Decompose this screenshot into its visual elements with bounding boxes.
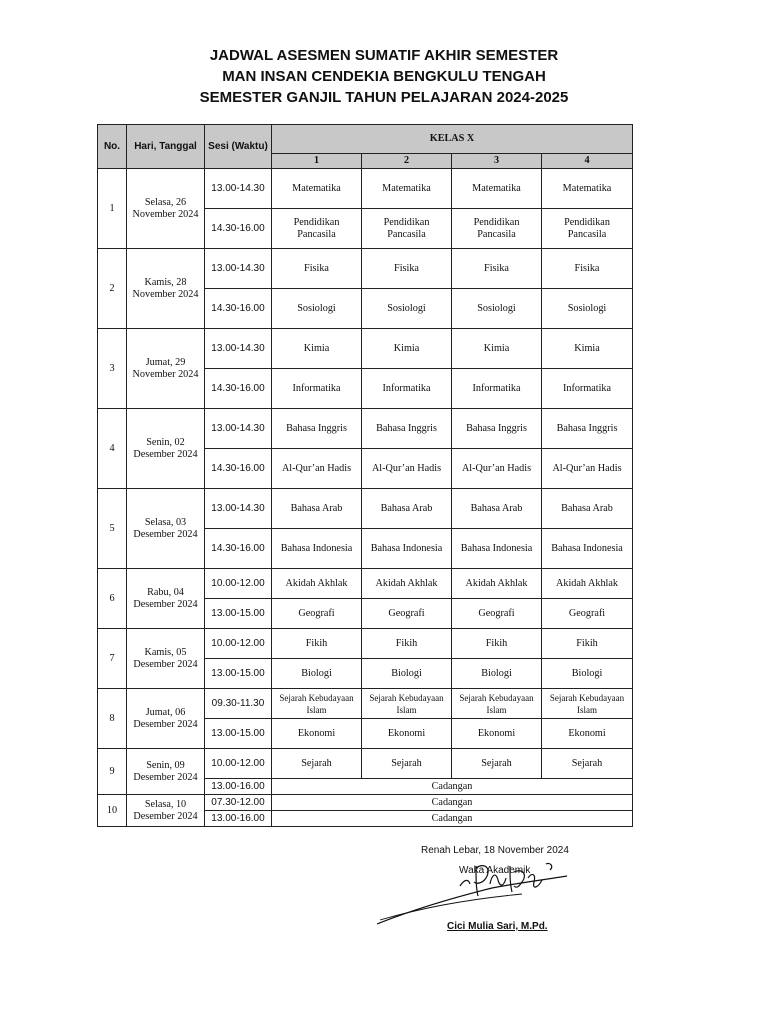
- session-time: 13.00-15.00: [205, 719, 272, 749]
- subject-cell: Biologi: [272, 659, 362, 689]
- reserve-cell: Cadangan: [272, 811, 633, 827]
- table-row: [98, 795, 633, 811]
- row-no: 6: [98, 569, 127, 629]
- subject-cell: Informatika: [542, 369, 633, 409]
- session-time: 09.30-11.30: [205, 689, 272, 719]
- subject-cell: Biologi: [542, 659, 633, 689]
- subject-cell: Bahasa Arab: [542, 489, 633, 529]
- table-row: [98, 629, 633, 659]
- schedule-table: [97, 124, 633, 827]
- subject-cell: Geografi: [542, 599, 633, 629]
- subject-cell: Bahasa Indonesia: [452, 529, 542, 569]
- session-time: 14.30-16.00: [205, 369, 272, 409]
- header-class-3: 3: [452, 154, 542, 169]
- session-time: 10.00-12.00: [205, 749, 272, 779]
- row-day: Jumat, 29 November 2024: [127, 329, 205, 409]
- subject-cell: Akidah Akhlak: [452, 569, 542, 599]
- subject-cell: Sosiologi: [362, 289, 452, 329]
- subject-cell: Ekonomi: [452, 719, 542, 749]
- subject-cell: Akidah Akhlak: [272, 569, 362, 599]
- row-day: Selasa, 10 Desember 2024: [127, 795, 205, 827]
- subject-cell: Informatika: [452, 369, 542, 409]
- subject-cell: Sejarah Kebudayaan Islam: [362, 689, 452, 719]
- session-time: 13.00-14.30: [205, 489, 272, 529]
- subject-cell: Matematika: [452, 169, 542, 209]
- subject-cell: Pendidikan Pancasila: [542, 209, 633, 249]
- subject-cell: Bahasa Arab: [362, 489, 452, 529]
- subject-cell: Fisika: [542, 249, 633, 289]
- subject-cell: Sejarah: [542, 749, 633, 779]
- table-row: [98, 489, 633, 529]
- signature-place-date: Renah Lebar, 18 November 2024: [421, 845, 569, 856]
- header-kelas: KELAS X: [272, 125, 633, 154]
- row-no: 3: [98, 329, 127, 409]
- subject-cell: Fikih: [272, 629, 362, 659]
- subject-cell: Bahasa Inggris: [542, 409, 633, 449]
- session-time: 14.30-16.00: [205, 209, 272, 249]
- subject-cell: Pendidikan Pancasila: [272, 209, 362, 249]
- subject-cell: Bahasa Arab: [272, 489, 362, 529]
- subject-cell: Pendidikan Pancasila: [452, 209, 542, 249]
- table-row: [98, 249, 633, 289]
- header-sesi: Sesi (Waktu): [205, 125, 272, 169]
- table-row: [98, 749, 633, 779]
- subject-cell: Al-Qur’an Hadis: [542, 449, 633, 489]
- table-row: [98, 409, 633, 449]
- session-time: 13.00-14.30: [205, 409, 272, 449]
- subject-cell: Al-Qur’an Hadis: [272, 449, 362, 489]
- subject-cell: Sejarah Kebudayaan Islam: [452, 689, 542, 719]
- session-time: 13.00-14.30: [205, 249, 272, 289]
- subject-cell: Bahasa Inggris: [452, 409, 542, 449]
- subject-cell: Bahasa Indonesia: [272, 529, 362, 569]
- subject-cell: Kimia: [272, 329, 362, 369]
- subject-cell: Ekonomi: [362, 719, 452, 749]
- subject-cell: Sejarah Kebudayaan Islam: [542, 689, 633, 719]
- header-class-2: 2: [362, 154, 452, 169]
- header-class-1: 1: [272, 154, 362, 169]
- row-no: 5: [98, 489, 127, 569]
- row-no: 1: [98, 169, 127, 249]
- subject-cell: Bahasa Inggris: [362, 409, 452, 449]
- subject-cell: Ekonomi: [542, 719, 633, 749]
- subject-cell: Al-Qur’an Hadis: [362, 449, 452, 489]
- session-time: 13.00-14.30: [205, 169, 272, 209]
- session-time: 13.00-16.00: [205, 779, 272, 795]
- subject-cell: Informatika: [272, 369, 362, 409]
- row-day: Selasa, 26 November 2024: [127, 169, 205, 249]
- session-time: 10.00-12.00: [205, 629, 272, 659]
- subject-cell: Kimia: [542, 329, 633, 369]
- subject-cell: Matematika: [542, 169, 633, 209]
- subject-cell: Sosiologi: [452, 289, 542, 329]
- subject-cell: Fisika: [452, 249, 542, 289]
- row-no: 7: [98, 629, 127, 689]
- subject-cell: Sejarah: [272, 749, 362, 779]
- session-time: 10.00-12.00: [205, 569, 272, 599]
- doc-title-line-1: JADWAL ASESMEN SUMATIF AKHIR SEMESTER: [209, 47, 559, 64]
- subject-cell: Akidah Akhlak: [542, 569, 633, 599]
- session-time: 13.00-15.00: [205, 599, 272, 629]
- header-day: Hari, Tanggal: [127, 125, 205, 169]
- subject-cell: Sosiologi: [272, 289, 362, 329]
- signature-role: Waka Akademik: [459, 865, 531, 876]
- table-row: [98, 569, 633, 599]
- row-no: 4: [98, 409, 127, 489]
- doc-title-line-2: MAN INSAN CENDEKIA BENGKULU TENGAH: [222, 68, 546, 85]
- subject-cell: Kimia: [362, 329, 452, 369]
- subject-cell: Sejarah Kebudayaan Islam: [272, 689, 362, 719]
- row-day: Rabu, 04 Desember 2024: [127, 569, 205, 629]
- reserve-cell: Cadangan: [272, 795, 633, 811]
- row-day: Jumat, 06 Desember 2024: [127, 689, 205, 749]
- session-time: 07.30-12.00: [205, 795, 272, 811]
- subject-cell: Biologi: [452, 659, 542, 689]
- subject-cell: Geografi: [452, 599, 542, 629]
- row-day: Selasa, 03 Desember 2024: [127, 489, 205, 569]
- row-day: Senin, 02 Desember 2024: [127, 409, 205, 489]
- session-time: 14.30-16.00: [205, 449, 272, 489]
- subject-cell: Fikih: [542, 629, 633, 659]
- header-no: No.: [98, 125, 127, 169]
- subject-cell: Ekonomi: [272, 719, 362, 749]
- subject-cell: Biologi: [362, 659, 452, 689]
- session-time: 14.30-16.00: [205, 289, 272, 329]
- header-class-4: 4: [542, 154, 633, 169]
- subject-cell: Pendidikan Pancasila: [362, 209, 452, 249]
- reserve-cell: Cadangan: [272, 779, 633, 795]
- subject-cell: Fikih: [452, 629, 542, 659]
- signature-name: Cici Mulia Sari, M.Pd.: [447, 921, 548, 932]
- subject-cell: Bahasa Indonesia: [542, 529, 633, 569]
- subject-cell: Fisika: [362, 249, 452, 289]
- header-row: [98, 125, 633, 154]
- subject-cell: Bahasa Inggris: [272, 409, 362, 449]
- subject-cell: Sejarah: [452, 749, 542, 779]
- row-no: 2: [98, 249, 127, 329]
- subject-cell: Matematika: [272, 169, 362, 209]
- subject-cell: Fikih: [362, 629, 452, 659]
- subject-cell: Kimia: [452, 329, 542, 369]
- subject-cell: Fisika: [272, 249, 362, 289]
- subject-cell: Bahasa Arab: [452, 489, 542, 529]
- subject-cell: Akidah Akhlak: [362, 569, 452, 599]
- row-day: Senin, 09 Desember 2024: [127, 749, 205, 795]
- subject-cell: Geografi: [362, 599, 452, 629]
- subject-cell: Bahasa Indonesia: [362, 529, 452, 569]
- row-no: 10: [98, 795, 127, 827]
- row-day: Kamis, 05 Desember 2024: [127, 629, 205, 689]
- subject-cell: Matematika: [362, 169, 452, 209]
- subject-cell: Sejarah: [362, 749, 452, 779]
- session-time: 13.00-15.00: [205, 659, 272, 689]
- row-day: Kamis, 28 November 2024: [127, 249, 205, 329]
- doc-title-line-3: SEMESTER GANJIL TAHUN PELAJARAN 2024-2025: [199, 89, 569, 106]
- table-row: [98, 329, 633, 369]
- subject-cell: Geografi: [272, 599, 362, 629]
- subject-cell: Sosiologi: [542, 289, 633, 329]
- subject-cell: Al-Qur’an Hadis: [452, 449, 542, 489]
- session-time: 14.30-16.00: [205, 529, 272, 569]
- session-time: 13.00-16.00: [205, 811, 272, 827]
- subject-cell: Informatika: [362, 369, 452, 409]
- table-row: [98, 169, 633, 209]
- table-row: [98, 689, 633, 719]
- row-no: 9: [98, 749, 127, 795]
- session-time: 13.00-14.30: [205, 329, 272, 369]
- handwritten-signature-icon: [372, 858, 572, 928]
- row-no: 8: [98, 689, 127, 749]
